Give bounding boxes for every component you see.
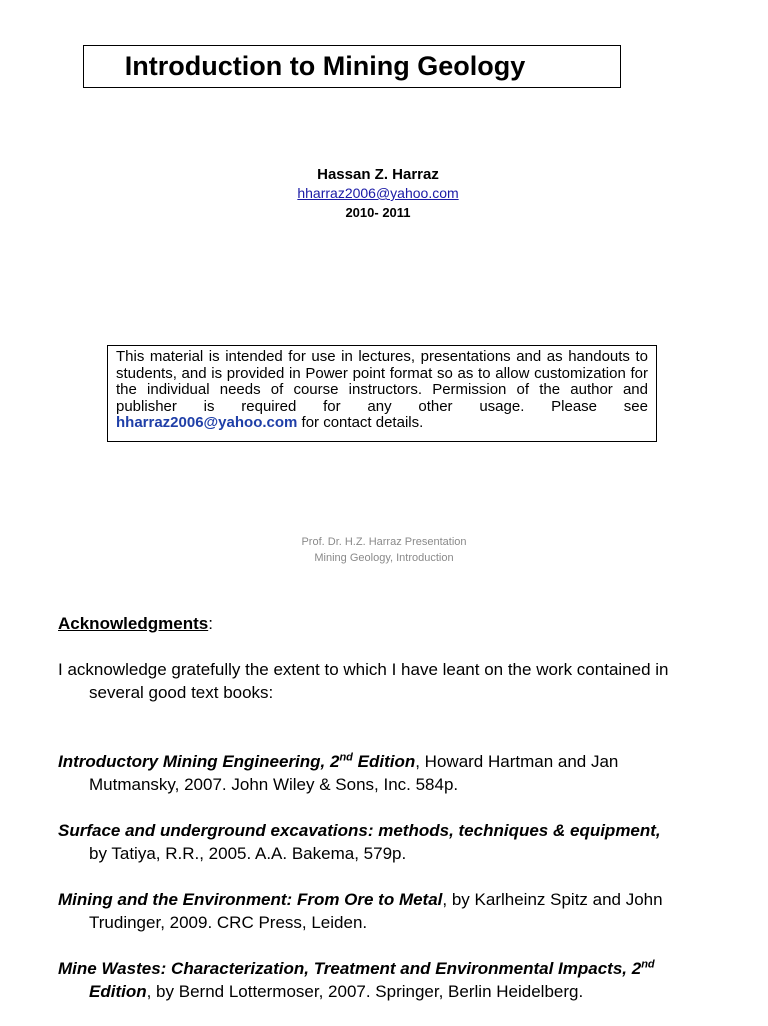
author-email-link[interactable]: hharraz2006@yahoo.com (297, 185, 459, 201)
acknowledgments-section (58, 612, 678, 1026)
reference-item: Introductory Mining Engineering, 2nd Edition, Howard Hartman and Jan Mutmansky, 2007. John Wiley & Sons, Inc. 584p. (58, 751, 619, 794)
reference-item: Mine Wastes: Characterization, Treatment and Environmental Impacts, 2nd Edition, by Bernd Lottermoser, 2007. Springer, Berlin Heidelberg. (58, 958, 655, 1001)
reference-item: Mining and the Environment: From Ore to Metal, by Karlheinz Spitz and John Trudinger, 2009. CRC Press, Leiden. (58, 890, 663, 932)
acknowledgments-intro: I acknowledge gratefully the extent to which I have leant on the work contained in several good text books: (58, 660, 669, 702)
author-block (0, 165, 756, 222)
author-years: 2010- 2011 (345, 205, 411, 220)
notice-text: This material is intended for use in lectures, presentations and as handouts to students, and is provided in Power point format so as to allow customization for the individual needs of course instructors. Permission of the author and publisher is required for any other usage. Please see (116, 348, 648, 415)
notice-text-end: for contact details. (297, 414, 424, 431)
title-box (83, 45, 621, 88)
slide-footer (0, 534, 768, 566)
author-name: Hassan Z. Harraz (317, 166, 439, 183)
acknowledgments-heading: Acknowledgments: (58, 614, 213, 633)
usage-notice (107, 345, 657, 442)
page-title: Introduction to Mining Geology (124, 51, 526, 81)
notice-email-link[interactable]: hharraz2006@yahoo.com (116, 414, 298, 431)
reference-item: Surface and underground excavations: methods, techniques & equipment, by Tatiya, R.R., 2005. A.A. Bakema, 579p. (58, 821, 661, 863)
footer-line-1: Prof. Dr. H.Z. Harraz Presentation (301, 536, 467, 548)
footer-line-2: Mining Geology, Introduction (314, 552, 454, 564)
